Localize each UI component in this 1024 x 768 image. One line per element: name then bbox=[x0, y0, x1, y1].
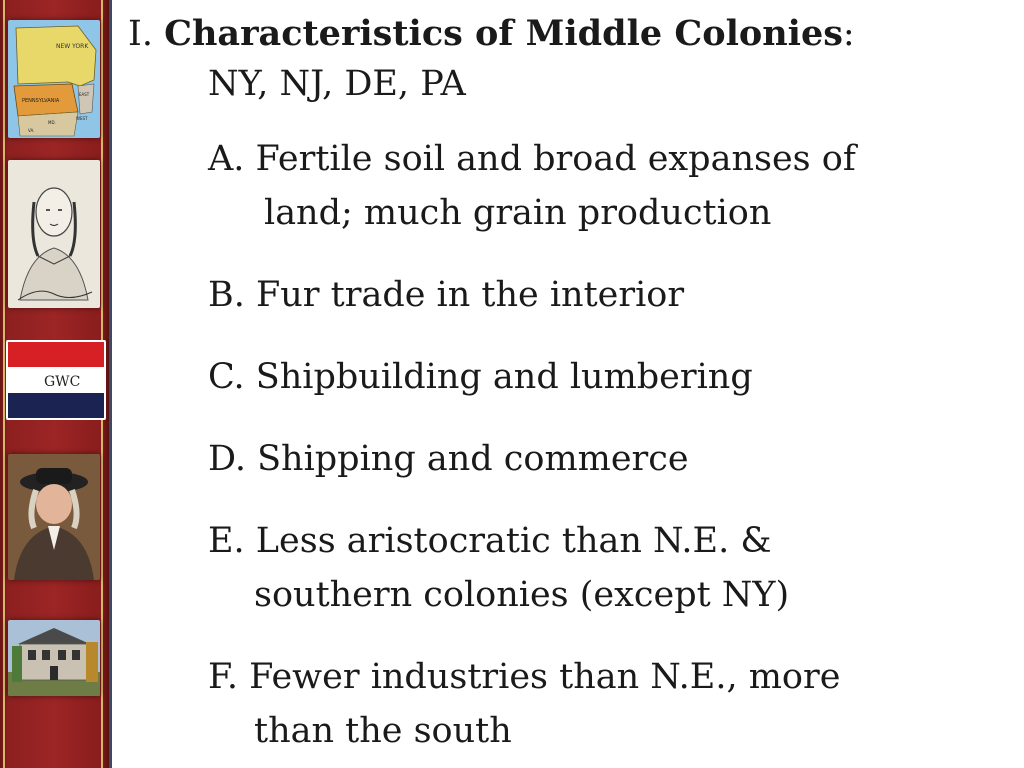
heading-numeral: I. bbox=[128, 14, 153, 54]
list-item-c bbox=[208, 350, 1008, 404]
portrait-peter-stuyvesant bbox=[8, 160, 100, 308]
list-item-a bbox=[208, 132, 1008, 240]
slide-content bbox=[128, 10, 1008, 758]
portrait-sketch bbox=[8, 160, 100, 308]
dutch-west-india-company-flag bbox=[6, 340, 106, 420]
slide-heading bbox=[128, 10, 1008, 58]
list-item-line: E. Less aristocratic than N.E. & bbox=[208, 521, 772, 561]
portrait-william-penn bbox=[8, 454, 100, 580]
list-item-d bbox=[208, 432, 1008, 486]
list-item-continuation: land; much grain production bbox=[264, 193, 772, 233]
heading-title: Characteristics of Middle Colonies bbox=[164, 13, 843, 54]
decorative-sidebar bbox=[0, 0, 112, 768]
heading-colon: : bbox=[842, 14, 855, 54]
map-label-ny: NEW YORK bbox=[56, 43, 89, 50]
list-item-line: A. Fertile soil and broad expanses of bbox=[208, 139, 856, 179]
list-item-f bbox=[208, 650, 1008, 758]
colonial-house bbox=[8, 620, 100, 696]
list-item-line: D. Shipping and commerce bbox=[208, 439, 689, 479]
flag-monogram: GWC bbox=[44, 374, 81, 390]
sidebar-edge-left bbox=[3, 0, 5, 768]
list-item-continuation: than the south bbox=[254, 711, 512, 751]
house-image bbox=[8, 620, 100, 696]
portrait-painting bbox=[8, 454, 100, 580]
list-item-b bbox=[208, 268, 1008, 322]
map-label-va: VA. bbox=[28, 128, 35, 133]
colony-list: NY, NJ, DE, PA bbox=[208, 64, 466, 104]
map-label-md: MD. bbox=[48, 120, 56, 125]
list-item-continuation: southern colonies (except NY) bbox=[254, 575, 790, 615]
list-item-line: F. Fewer industries than N.E., more bbox=[208, 657, 841, 697]
map-label-ej: EAST bbox=[79, 92, 90, 97]
list-item-line: C. Shipbuilding and lumbering bbox=[208, 357, 753, 397]
map-label-pa: PENNSYLVANIA bbox=[22, 98, 60, 104]
middle-colonies-map bbox=[8, 20, 100, 138]
flag-image bbox=[8, 342, 104, 418]
list-item-line: B. Fur trade in the interior bbox=[208, 275, 685, 315]
map-label-wj: WEST bbox=[76, 116, 88, 121]
list-item-e bbox=[208, 514, 1008, 622]
map-image bbox=[8, 20, 100, 138]
